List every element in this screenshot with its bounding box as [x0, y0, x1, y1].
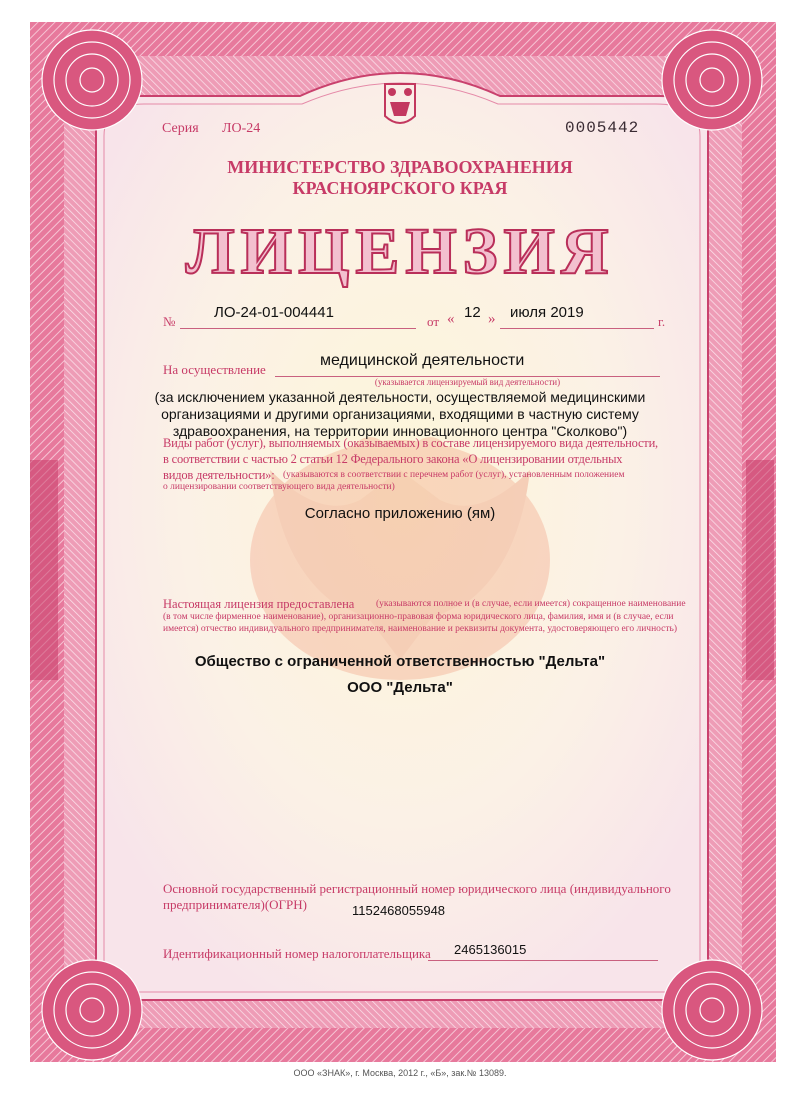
activity-detail-line3: здравоохранения, на территории инновационного центра "Сколково") — [172, 423, 628, 439]
licensee-hint-line1: (указываются полное и (в случае, если имеется) сокращенное наименование — [376, 599, 686, 609]
license-number: ЛО-24-01-004441 — [214, 304, 334, 321]
works-hint-line3: (указываются в соответствии с перечнем работ (услуг), установленным положением — [283, 470, 625, 480]
activity-detail-line2: организациями и другими организациями, входящими в частную систему — [161, 406, 639, 422]
inn-value: 2465136015 — [454, 942, 527, 957]
licensee-short-name: ООО "Дельта" — [347, 679, 453, 696]
inn-label: Идентификационный номер налогоплательщика — [163, 946, 431, 961]
date-month-year: июля 2019 — [510, 304, 584, 321]
ogrn-label-line1: Основной государственный регистрационный номер юридического лица (индивидуального — [163, 881, 671, 896]
licensee-hint-line2: (в том числе фирменное наименование), организационно-правовая форма юридического лица, фамилия, имя и (в случае, если — [163, 612, 674, 622]
date-day: 12 — [464, 304, 481, 321]
activity-hint: (указывается лицензируемый вид деятельности) — [374, 377, 561, 387]
number-underline — [180, 328, 416, 329]
ogrn-label-line2: предпринимателя)(ОГРН) — [163, 897, 307, 912]
date-from-label: от — [427, 314, 440, 329]
works-text-line1: Виды работ (услуг), выполняемых (оказываемых) в составе лицензируемого вида деятельности, — [163, 436, 658, 450]
year-suffix: г. — [658, 314, 666, 329]
ministry-name-line1: МИНИСТЕРСТВО ЗДРАВООХРАНЕНИЯ — [227, 157, 573, 177]
activity-value: медицинской деятельности — [320, 352, 525, 369]
printer-imprint: ООО «ЗНАК», г. Москва, 2012 г., «Б», зак.№ 13089. — [293, 1068, 507, 1078]
works-hint-line4: о лицензировании соответствующего вида деятельности) — [163, 482, 395, 492]
works-value: Согласно приложению (ям) — [304, 505, 496, 522]
series-label: Серия — [162, 121, 199, 136]
activity-detail-line1: (за исключением указанной деятельности, осуществляемой медицинскими — [154, 389, 646, 405]
works-text-line3: видов деятельности»: — [163, 468, 275, 482]
date-underline — [500, 328, 654, 329]
inn-underline — [428, 960, 658, 961]
number-label: № — [163, 314, 176, 329]
licensee-intro: Настоящая лицензия предоставлена — [163, 597, 355, 611]
date-open-quote: « — [447, 311, 455, 327]
licensee-full-name: Общество с ограниченной ответственностью "Дельта" — [194, 653, 606, 670]
blank-number: 0005442 — [565, 119, 640, 137]
ministry-name-line2: КРАСНОЯРСКОГО КРАЯ — [292, 178, 508, 198]
works-text-line2: в соответствии с частью 2 статьи 12 Федерального закона «О лицензировании отдельных — [163, 452, 623, 466]
ogrn-value: 1152468055948 — [352, 903, 446, 918]
series-value: ЛО-24 — [222, 121, 261, 136]
licensee-hint-line3: имеется) отчество индивидуального предпринимателя, наименование и реквизиты документа, удостоверяющего его личность) — [163, 624, 677, 634]
activity-label: На осуществление — [163, 362, 266, 377]
date-close-quote: » — [488, 311, 496, 327]
document-title: ЛИЦЕНЗИЯ — [185, 215, 615, 288]
